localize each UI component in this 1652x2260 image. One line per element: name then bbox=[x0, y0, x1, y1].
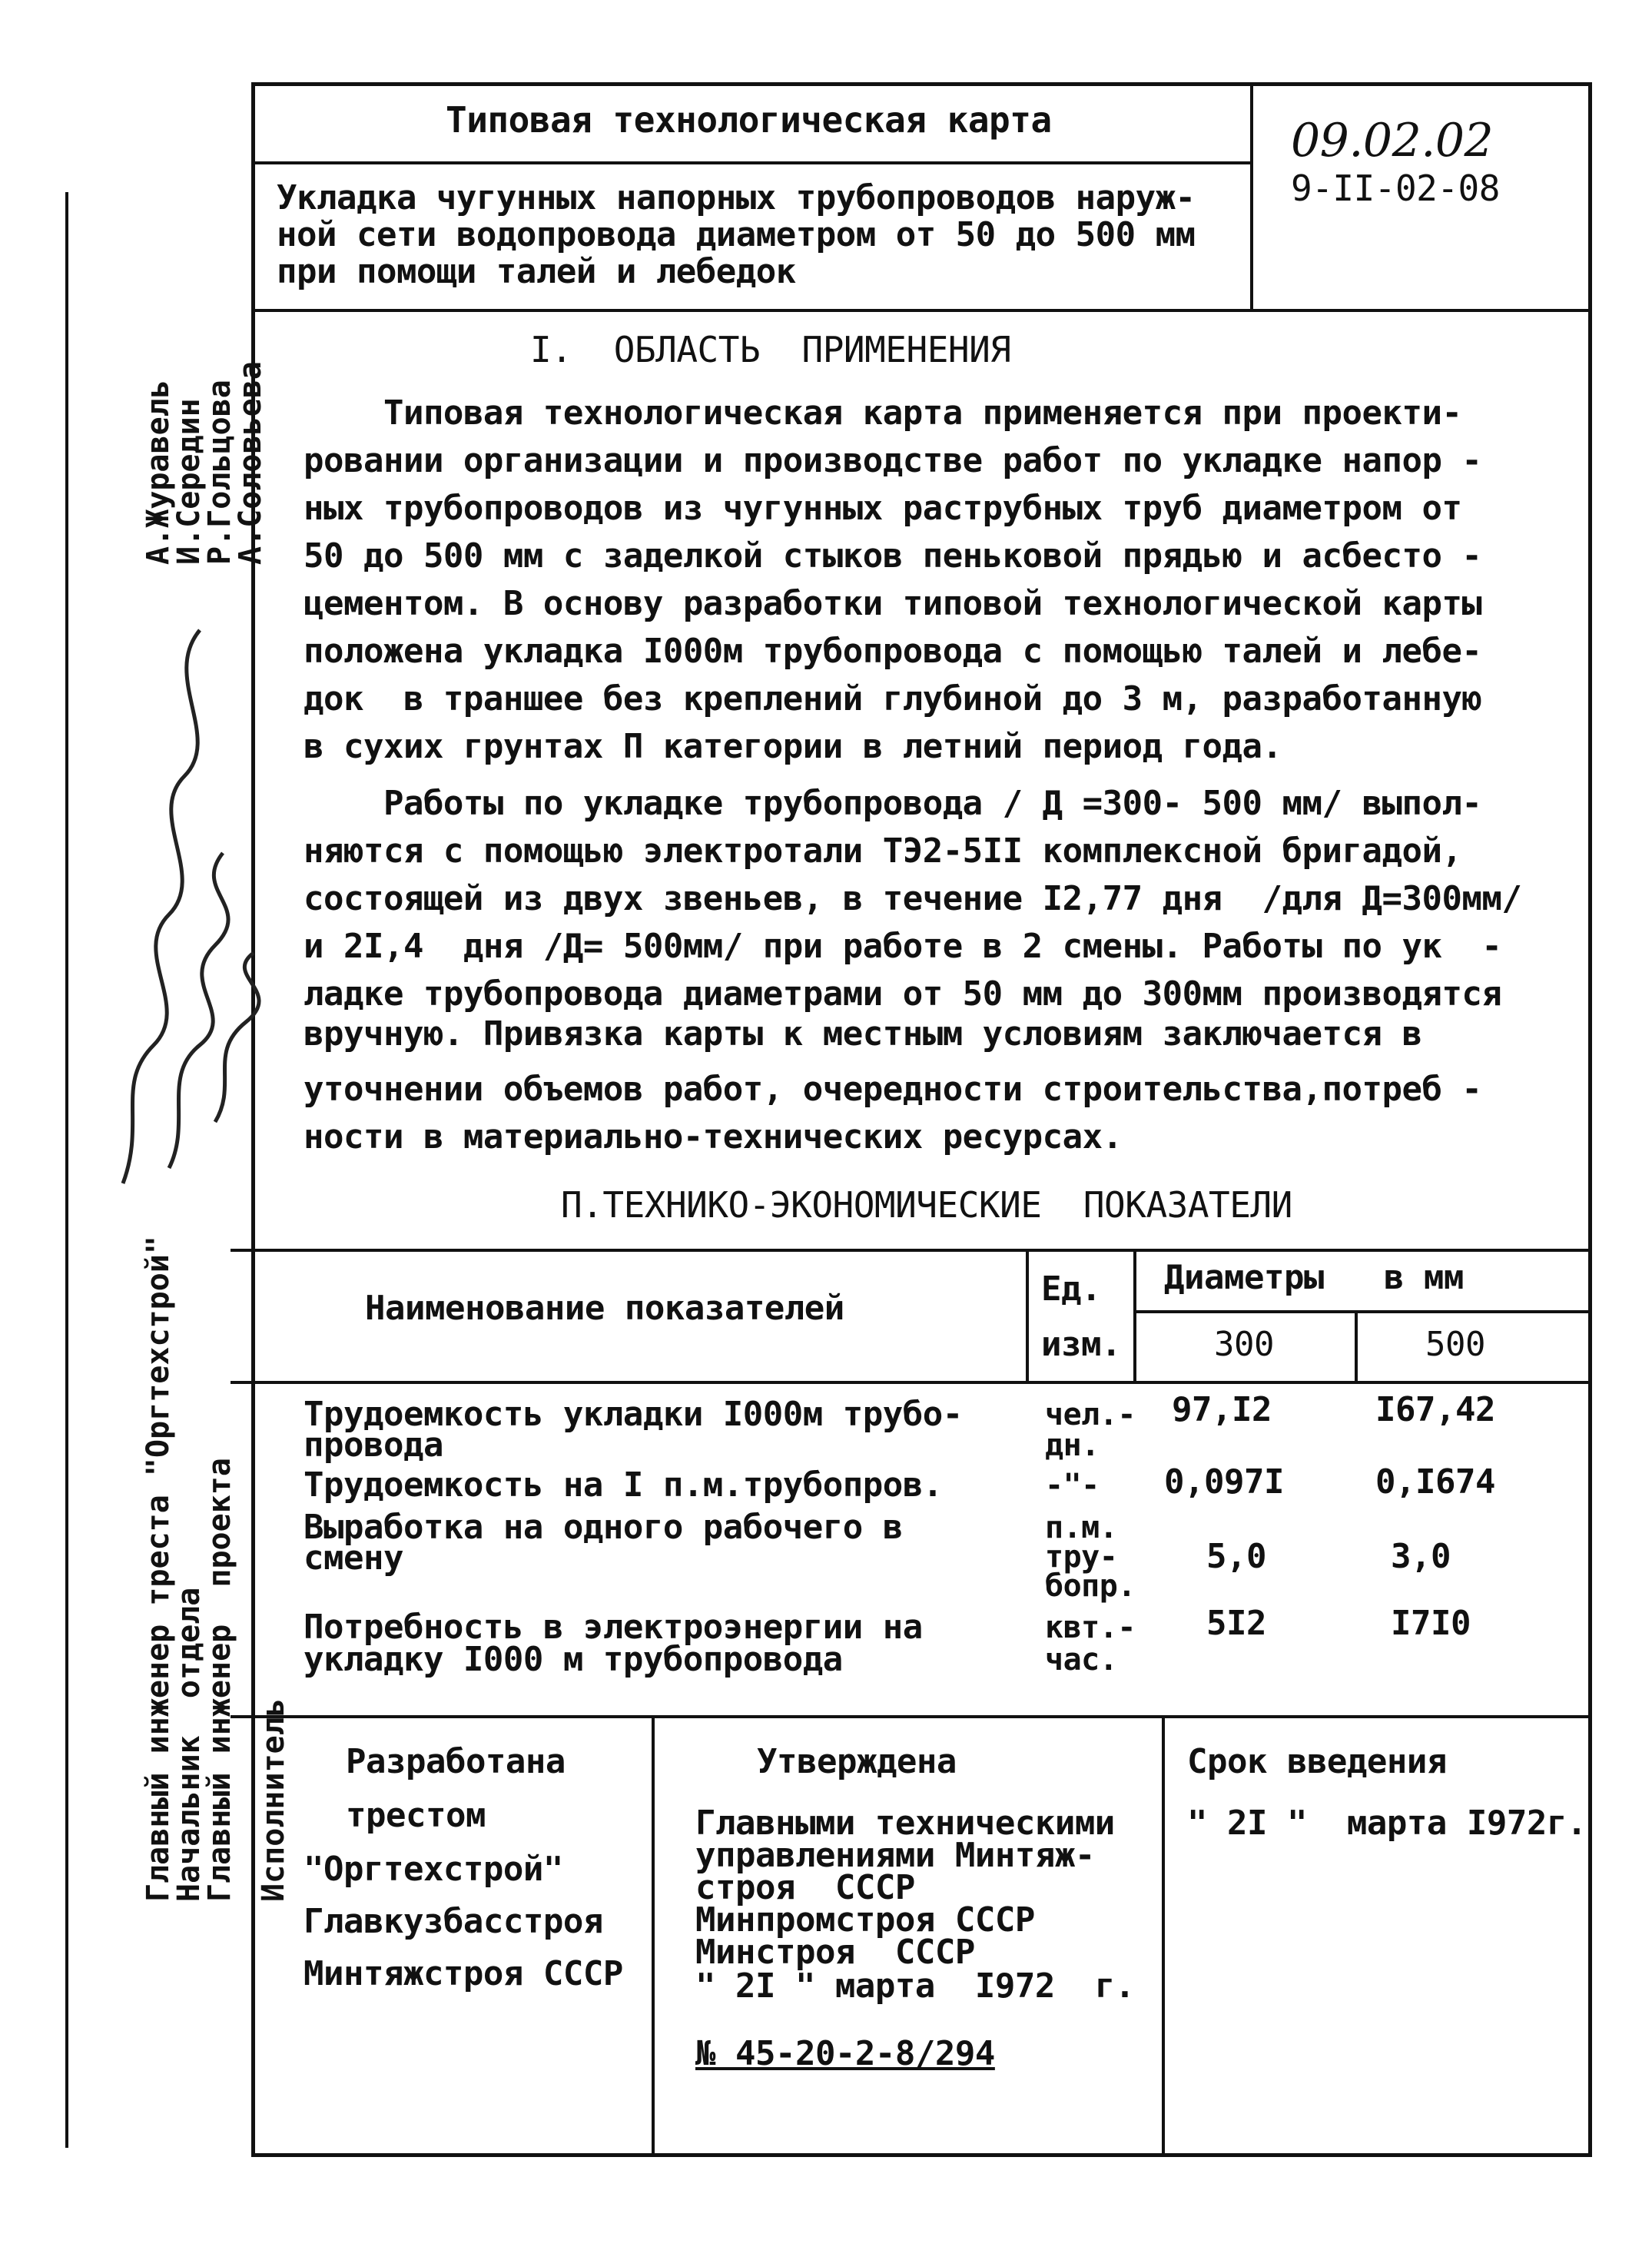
row-value-d1: 97,I2 bbox=[1172, 1390, 1272, 1429]
section2-heading: П.ТЕХНИКО-ЭКОНОМИЧЕСКИЕ ПОКАЗАТЕЛИ bbox=[561, 1184, 1292, 1226]
row-name-line: Потребность в электроэнергии на bbox=[304, 1608, 923, 1647]
side-line: Начальник отдела bbox=[171, 1587, 207, 1902]
approved-line: Минстроя СССР bbox=[695, 1933, 975, 1972]
side-name: А.Журавель bbox=[141, 380, 176, 565]
row-value-d1: 5I2 bbox=[1206, 1604, 1266, 1643]
table-col-unit-left bbox=[1026, 1249, 1029, 1383]
section1-line: положена укладка I000м трубопровода с помощью талей и лебе- bbox=[304, 632, 1482, 671]
approved-date: " 2I " марта I972 г. bbox=[695, 1966, 1135, 2006]
row-name-line: Трудоемкость укладки I000м трубо- bbox=[304, 1395, 963, 1434]
approved-number: № 45-20-2-8/294 bbox=[695, 2034, 995, 2073]
section1-line: и 2I,4 дня /Д= 500мм/ при работе в 2 смены. Работы по ук - bbox=[304, 927, 1502, 966]
row-unit-line: чел.- bbox=[1045, 1397, 1136, 1432]
section1-line: вручную. Привязка карты к местным условиям заключается в bbox=[304, 1014, 1422, 1054]
row-value-d2: 3,0 bbox=[1391, 1537, 1451, 1576]
approved-line: строя СССР bbox=[695, 1868, 915, 1907]
section1-line: док в траншее без креплений глубиной до 3 м, разработанную bbox=[304, 679, 1482, 718]
table-header-unit-2: изм. bbox=[1041, 1325, 1121, 1364]
section1-line: 50 до 500 мм с заделкой стыков пеньковой прядью и асбесто - bbox=[304, 536, 1482, 576]
row-unit-line: квт.- bbox=[1045, 1610, 1136, 1645]
side-line: Исполнитель bbox=[256, 1698, 291, 1902]
row-unit-line: тру- bbox=[1045, 1539, 1118, 1575]
table-header-d1: 300 bbox=[1214, 1325, 1274, 1364]
developed-line: Главкузбасстроя bbox=[304, 1902, 603, 1941]
developed-line: трестом bbox=[346, 1796, 486, 1835]
table-col-d-divider bbox=[1355, 1310, 1358, 1383]
row-unit-line: п.м. bbox=[1045, 1510, 1118, 1545]
footer-divider-2 bbox=[1162, 1715, 1165, 2157]
signatures bbox=[100, 584, 261, 1199]
section1-heading: I. ОБЛАСТЬ ПРИМЕНЕНИЯ bbox=[530, 329, 1011, 370]
doc-subtitle-line-3: при помощи талей и лебедок bbox=[277, 252, 796, 291]
header-divider-title bbox=[251, 161, 1250, 164]
row-value-d2: I67,42 bbox=[1375, 1390, 1495, 1429]
row-name-line: Выработка на одного рабочего в bbox=[304, 1508, 903, 1547]
table-diam-divider bbox=[1133, 1310, 1592, 1313]
side-rule bbox=[65, 192, 68, 2148]
doc-subtitle-line-1: Укладка чугунных напорных трубопроводов наруж- bbox=[277, 178, 1196, 217]
row-name-line: провода bbox=[304, 1425, 443, 1465]
section1-line: ности в материально-технических ресурсах. bbox=[304, 1117, 1123, 1157]
approved-line: управлениями Минтяж- bbox=[695, 1836, 1095, 1875]
row-value-d1: 0,097I bbox=[1164, 1462, 1284, 1502]
signature-1 bbox=[123, 630, 200, 1183]
section1-line: состоящей из двух звеньев, в течение I2,77 дня /для Д=300мм/ bbox=[304, 879, 1522, 918]
row-value-d2: I7I0 bbox=[1391, 1604, 1471, 1643]
header-divider-vertical bbox=[1250, 82, 1253, 311]
section1-line: ных трубопроводов из чугунных раструбных труб диаметром от bbox=[304, 489, 1462, 528]
table-bottom-line bbox=[231, 1715, 1592, 1718]
row-unit-line: бопр. bbox=[1045, 1568, 1136, 1604]
doc-subtitle-line-2: ной сети водопровода диаметром от 50 до 500 мм bbox=[277, 215, 1196, 254]
row-unit-line: час. bbox=[1045, 1642, 1118, 1678]
section1-line: ровании организации и производстве работ по укладке напор - bbox=[304, 441, 1482, 480]
row-name-line: Трудоемкость на I п.м.трубопров. bbox=[304, 1465, 943, 1505]
row-name-line: укладку I000 м трубопровода bbox=[304, 1640, 843, 1679]
row-value-d1: 5,0 bbox=[1206, 1537, 1266, 1576]
signature-3 bbox=[215, 953, 259, 1122]
intro-title: Срок введения bbox=[1187, 1742, 1447, 1781]
header-divider-bottom bbox=[251, 309, 1592, 312]
side-line: Главный инженер треста "Оргтехстрой" bbox=[141, 1236, 176, 1902]
table-header-diameters: Диаметры в мм bbox=[1164, 1258, 1464, 1297]
section1-line: уточнении объемов работ, очередности строительства,потреб - bbox=[304, 1070, 1482, 1109]
approved-title: Утверждена bbox=[757, 1742, 957, 1781]
doc-code: 9-II-02-08 bbox=[1291, 168, 1500, 209]
table-header-unit-1: Ед. bbox=[1041, 1269, 1101, 1309]
developed-line: Минтяжстроя СССР bbox=[304, 1954, 623, 1993]
row-name-line: смену bbox=[304, 1538, 403, 1578]
row-value-d2: 0,I674 bbox=[1375, 1462, 1495, 1502]
side-line: Главный инженер проекта bbox=[202, 1458, 237, 1902]
developed-line: "Оргтехстрой" bbox=[304, 1850, 563, 1889]
approved-line: Главными техническими bbox=[695, 1804, 1115, 1843]
section1-line: Работы по укладке трубопровода / Д =300- 500 мм/ выпол- bbox=[304, 784, 1482, 823]
row-unit-line: -"- bbox=[1045, 1468, 1100, 1503]
table-top-line bbox=[231, 1249, 1592, 1252]
side-name: А.Соловьева bbox=[233, 361, 268, 565]
side-name: И.Середин bbox=[171, 398, 207, 565]
section1-line: ладке трубопровода диаметрами от 50 мм до 300мм производятся bbox=[304, 974, 1502, 1014]
doc-title: Типовая технологическая карта bbox=[446, 99, 1052, 141]
footer-divider-1 bbox=[652, 1715, 655, 2157]
side-name: Р.Гольцова bbox=[202, 380, 237, 565]
table-header-d2: 500 bbox=[1425, 1325, 1485, 1364]
intro-date: " 2I " марта I972г. bbox=[1187, 1804, 1587, 1843]
section1-line: цементом. В основу разработки типовой технологической карты bbox=[304, 584, 1482, 623]
developed-line: Разработана bbox=[346, 1742, 566, 1781]
table-header-bottom bbox=[231, 1381, 1592, 1384]
row-unit-line: дн. bbox=[1045, 1428, 1100, 1463]
approved-line: Минпромстроя СССР bbox=[695, 1900, 1035, 1940]
section1-line: Типовая технологическая карта применяется при проекти- bbox=[304, 393, 1462, 433]
table-header-name: Наименование показателей bbox=[365, 1289, 844, 1328]
doc-code-handwritten: 09.02.02 bbox=[1291, 114, 1494, 168]
table-col-unit-right bbox=[1133, 1249, 1136, 1383]
section1-line: няются с помощью электротали ТЭ2-5II комплексной бригадой, bbox=[304, 831, 1462, 871]
section1-line: в сухих грунтах П категории в летний период года. bbox=[304, 727, 1282, 766]
